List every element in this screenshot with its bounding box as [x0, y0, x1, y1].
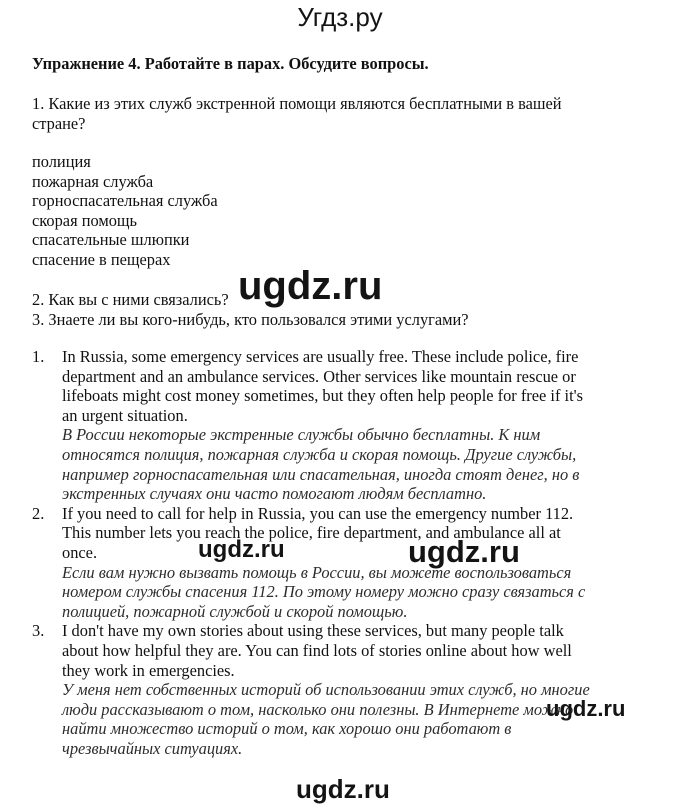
service-item: спасение в пещерах	[32, 249, 171, 269]
answer-item	[32, 347, 632, 504]
exercise-title: Упражнение 4. Работайте в парах. Обсудите вопросы.	[32, 54, 429, 73]
answer-english-line: This number lets you reach the police, fire department, and ambulance all at	[62, 523, 561, 543]
answer-english-line: once.	[62, 542, 98, 562]
answer-english-line: If you need to call for help in Russia, you can use the emergency number 112.	[62, 503, 574, 523]
answer-translation-line: У меня нет собственных историй об использовании этих служб, но многие	[62, 680, 590, 700]
question-1	[32, 94, 632, 133]
answer-number: 1.	[32, 347, 45, 366]
service-item: спасательные шлюпки	[32, 230, 190, 250]
answer-english-line: In Russia, some emergency services are usually free. These include police, fire	[62, 347, 579, 366]
answer-translation-line: относятся полиция, пожарная служба и скорая помощь. Другие службы,	[62, 444, 577, 464]
answer-item	[32, 621, 632, 758]
site-watermark: ugdz.ru	[546, 696, 626, 721]
answer-english-line: they work in emergencies.	[62, 660, 235, 680]
service-item: скорая помощь	[32, 210, 138, 230]
site-watermark: ugdz.ru	[408, 534, 520, 569]
services-list	[32, 152, 632, 270]
answer-english-line: lifeboats might cost money sometimes, but they often help people for free if it's	[62, 386, 583, 406]
service-item: полиция	[32, 152, 91, 171]
answer-english-line: about how helpful they are. You can find lots of stories online about how well	[62, 640, 572, 660]
answer-translation-line: номером службы спасения 112. По этому номеру можно сразу связаться с	[62, 582, 586, 602]
question-3: 3. Знаете ли вы кого-нибудь, кто пользовался этими услугами?	[32, 310, 469, 329]
answer-number: 2.	[32, 503, 45, 523]
question-1-line: стране?	[32, 113, 86, 133]
question-2: 2. Как вы с ними связались?	[32, 290, 229, 309]
site-watermark: ugdz.ru	[238, 264, 383, 308]
answer-translation-line: полицией, пожарной службой и скорой помощью.	[62, 601, 408, 621]
answer-number: 3.	[32, 621, 45, 641]
service-item: пожарная служба	[32, 171, 154, 191]
answer-translation-line: найти множество историй о том, как хорошо они работают в	[62, 719, 512, 739]
answer-translation-line: например горноспасательная или спасательная, иногда стоят денег, но в	[62, 464, 580, 484]
answer-translation-line: Если вам нужно вызвать помощь в России, вы можете воспользоваться	[62, 562, 572, 582]
answer-english-line: I don't have my own stories about using these services, but many people talk	[62, 621, 564, 641]
question-1-line: 1. Какие из этих служб экстренной помощи являются бесплатными в вашей	[32, 94, 562, 113]
answer-translation-line: люди рассказывают о том, насколько они полезны. В Интернете можно	[62, 699, 574, 719]
answer-english-line: an urgent situation.	[62, 405, 188, 425]
answer-translation-line: экстренных случаях они часто помогают людям бесплатно.	[62, 484, 487, 504]
answer-item	[32, 504, 632, 622]
site-watermark-footer: ugdz.ru	[296, 774, 390, 804]
answer-translation-line: чрезвычайных ситуациях.	[62, 738, 243, 758]
site-watermark-header: Угдз.ру	[297, 2, 383, 32]
answer-translation-line: В России некоторые экстренные службы обычно бесплатны. К ним	[62, 425, 541, 445]
answer-english-line: department and an ambulance services. Other services like mountain rescue or	[62, 366, 576, 386]
answers-list	[32, 347, 632, 758]
service-item: горноспасательная служба	[32, 191, 218, 211]
site-watermark: ugdz.ru	[198, 536, 285, 563]
